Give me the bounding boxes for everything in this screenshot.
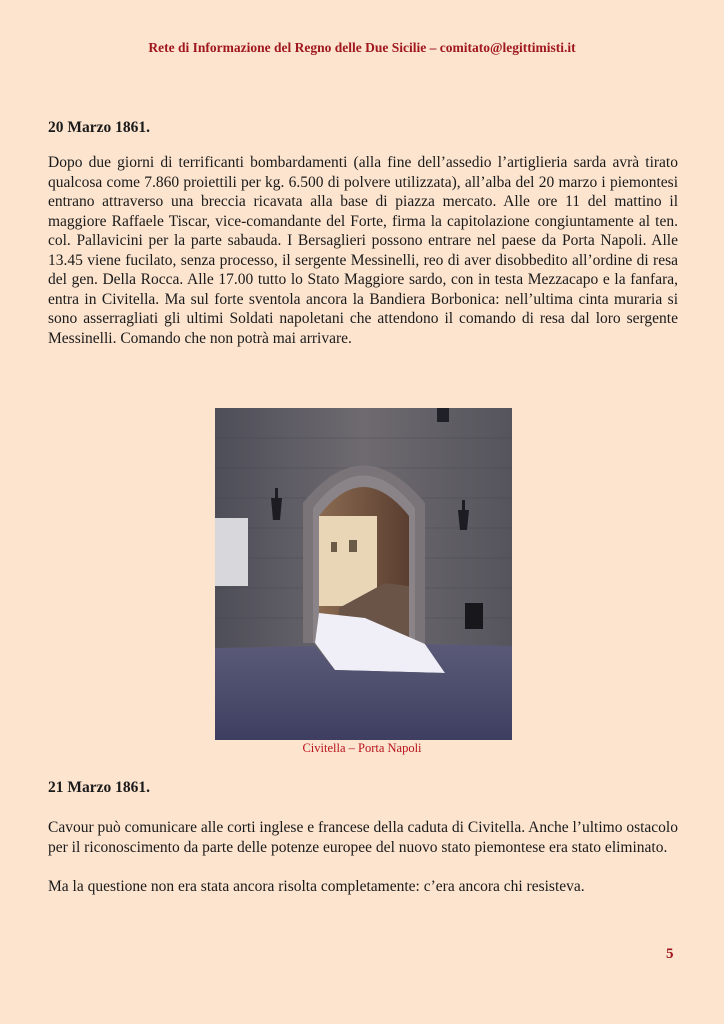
paragraph-20-marzo: Dopo due giorni di terrificanti bombardamenti (alla fine dell’assedio l’artiglieria sarda avrà tirato qualcosa come 7.860 proiettili per kg. 6.500 di polvere utilizzata), all’alba del 20 marzo i piemontesi entrano attraverso una breccia ricavata alla base di piazza mercato. Alle ore 11 del mattino il maggiore Raffaele Tiscar, vice-comandante del Forte, firma la capitolazione congiuntamente al ten. col. Pallavicini per la parte sabauda. I Bersaglieri possono entrare nel paese da Porta Napoli. Alle 13.45 viene fucilato, senza processo, il sergente Messinelli, reo di aver disobbedito all’ordine di resa del gen. Della Rocca. Alle 17.00 tutto lo Stato Maggiore sardo, con in testa Mezzacapo e la fanfara, entra in Civitella. Ma sul forte sventola ancora la Bandiera Borbonica: nell’ultima cinta muraria si sono asserragliati gli ultimi Soldati napoletani che attendono il comando di resa dal loro sergente Messinelli. Comando che non potrà mai arrivare.: [48, 154, 678, 347]
paragraph-21-marzo-1: Cavour può comunicare alle corti inglese e francese della caduta di Civitella. Anche l’ultimo ostacolo per il riconoscimento da parte delle potenze europee del nuovo stato piemontese era stato eliminato.: [48, 819, 678, 856]
section-title-20-marzo: 20 Marzo 1861.: [48, 119, 151, 136]
section-title-21-marzo: 21 Marzo 1861.: [48, 779, 151, 796]
photo-civitella-porta-napoli: [215, 408, 512, 740]
page-number: 5: [666, 946, 674, 962]
page-header: Rete di Informazione del Regno delle Due Sicilie – comitato@legittimisti.it: [148, 40, 576, 55]
figure-caption: Civitella – Porta Napoli: [302, 741, 422, 755]
paragraph-21-marzo-2: Ma la questione non era stata ancora risolta completamente: c’era ancora chi resisteva.: [48, 878, 585, 895]
